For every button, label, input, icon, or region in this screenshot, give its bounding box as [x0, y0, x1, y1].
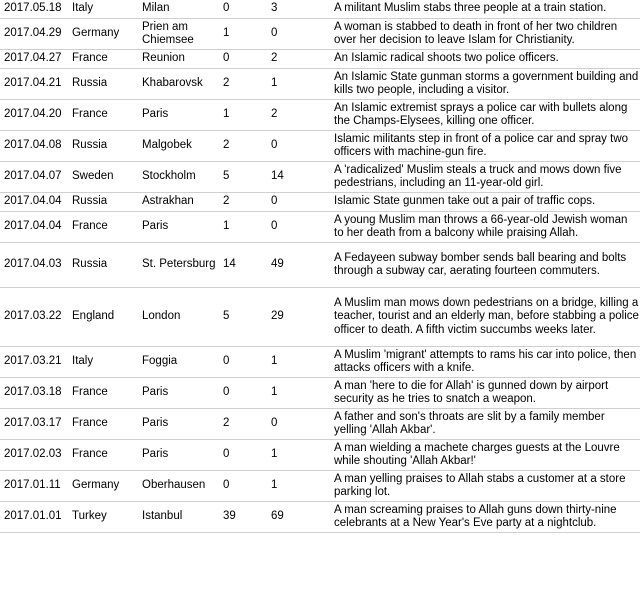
table-row	[0, 100, 640, 131]
table-row	[0, 378, 640, 409]
injured-cell: 1	[267, 440, 330, 471]
description-cell: A 'radicalized' Muslim steals a truck and mows down five pedestrians, including an 11-year-old girl.	[330, 162, 640, 193]
table-row	[0, 69, 640, 100]
city-cell: Paris	[138, 409, 219, 440]
killed-cell: 1	[219, 212, 267, 243]
injured-cell: 0	[267, 409, 330, 440]
country-cell: France	[68, 409, 138, 440]
description-cell: A man 'here to die for Allah' is gunned down by airport security as he tries to snatch a weapon.	[330, 378, 640, 409]
table-row	[0, 288, 640, 347]
killed-cell: 1	[219, 19, 267, 50]
table-row	[0, 440, 640, 471]
killed-cell: 0	[219, 0, 267, 19]
date-cell: 2017.03.18	[0, 378, 68, 409]
table-row	[0, 409, 640, 440]
killed-cell: 14	[219, 243, 267, 288]
injured-cell: 1	[267, 378, 330, 409]
killed-cell: 39	[219, 502, 267, 533]
injured-cell: 1	[267, 471, 330, 502]
killed-cell: 0	[219, 440, 267, 471]
country-cell: Russia	[68, 193, 138, 212]
description-cell: A man wielding a machete charges guests at the Louvre while shouting 'Allah Akbar!'	[330, 440, 640, 471]
description-cell: A young Muslim man throws a 66-year-old Jewish woman to her death from a balcony while praising Allah.	[330, 212, 640, 243]
description-cell: An Islamic extremist sprays a police car with bullets along the Champs-Elysees, killing one officer.	[330, 100, 640, 131]
injured-cell: 14	[267, 162, 330, 193]
date-cell: 2017.05.18	[0, 0, 68, 19]
country-cell: Turkey	[68, 502, 138, 533]
description-cell: A militant Muslim stabs three people at a train station.	[330, 0, 640, 19]
date-cell: 2017.04.03	[0, 243, 68, 288]
table-row	[0, 162, 640, 193]
killed-cell: 2	[219, 69, 267, 100]
date-cell: 2017.04.08	[0, 131, 68, 162]
table-row	[0, 0, 640, 19]
city-cell: Astrakhan	[138, 193, 219, 212]
description-cell: An Islamic radical shoots two police officers.	[330, 50, 640, 69]
city-cell: Oberhausen	[138, 471, 219, 502]
city-cell: Reunion	[138, 50, 219, 69]
city-cell: Paris	[138, 378, 219, 409]
country-cell: Germany	[68, 19, 138, 50]
city-cell: Istanbul	[138, 502, 219, 533]
table-row	[0, 471, 640, 502]
date-cell: 2017.04.29	[0, 19, 68, 50]
city-cell: Prien am Chiemsee	[138, 19, 219, 50]
table-row	[0, 502, 640, 533]
country-cell: Russia	[68, 243, 138, 288]
country-cell: France	[68, 440, 138, 471]
city-cell: Malgobek	[138, 131, 219, 162]
killed-cell: 0	[219, 378, 267, 409]
description-cell: Islamic militants step in front of a police car and spray two officers with machine-gun fire.	[330, 131, 640, 162]
country-cell: France	[68, 378, 138, 409]
table-row	[0, 212, 640, 243]
city-cell: Khabarovsk	[138, 69, 219, 100]
city-cell: Milan	[138, 0, 219, 19]
injured-cell: 0	[267, 131, 330, 162]
date-cell: 2017.04.27	[0, 50, 68, 69]
table-row	[0, 19, 640, 50]
date-cell: 2017.01.01	[0, 502, 68, 533]
killed-cell: 1	[219, 100, 267, 131]
country-cell: Sweden	[68, 162, 138, 193]
description-cell: A Fedayeen subway bomber sends ball bearing and bolts through a subway car, aerating fourteen commuters.	[330, 243, 640, 288]
date-cell: 2017.04.04	[0, 212, 68, 243]
country-cell: France	[68, 50, 138, 69]
city-cell: St. Petersburg	[138, 243, 219, 288]
description-cell: A father and son's throats are slit by a family member yelling 'Allah Akbar'.	[330, 409, 640, 440]
date-cell: 2017.03.17	[0, 409, 68, 440]
injured-cell: 0	[267, 19, 330, 50]
date-cell: 2017.01.11	[0, 471, 68, 502]
killed-cell: 5	[219, 162, 267, 193]
injured-cell: 2	[267, 100, 330, 131]
injured-cell: 2	[267, 50, 330, 69]
killed-cell: 0	[219, 347, 267, 378]
city-cell: Paris	[138, 100, 219, 131]
country-cell: Germany	[68, 471, 138, 502]
description-cell: A Muslim 'migrant' attempts to rams his car into police, then attacks officers with a knife.	[330, 347, 640, 378]
date-cell: 2017.04.20	[0, 100, 68, 131]
date-cell: 2017.02.03	[0, 440, 68, 471]
date-cell: 2017.04.04	[0, 193, 68, 212]
killed-cell: 2	[219, 193, 267, 212]
injured-cell: 29	[267, 288, 330, 347]
date-cell: 2017.04.07	[0, 162, 68, 193]
country-cell: Italy	[68, 0, 138, 19]
table-row	[0, 347, 640, 378]
injured-cell: 1	[267, 347, 330, 378]
city-cell: London	[138, 288, 219, 347]
description-cell: A man yelling praises to Allah stabs a customer at a store parking lot.	[330, 471, 640, 502]
injured-cell: 69	[267, 502, 330, 533]
country-cell: England	[68, 288, 138, 347]
killed-cell: 0	[219, 50, 267, 69]
description-cell: Islamic State gunmen take out a pair of traffic cops.	[330, 193, 640, 212]
description-cell: A woman is stabbed to death in front of her two children over her decision to leave Islam for Christianity.	[330, 19, 640, 50]
city-cell: Paris	[138, 440, 219, 471]
city-cell: Stockholm	[138, 162, 219, 193]
killed-cell: 2	[219, 409, 267, 440]
killed-cell: 2	[219, 131, 267, 162]
date-cell: 2017.03.22	[0, 288, 68, 347]
country-cell: Russia	[68, 69, 138, 100]
killed-cell: 0	[219, 471, 267, 502]
description-cell: A Muslim man mows down pedestrians on a bridge, killing a teacher, tourist and an elderly man, before stabbing a police officer to death. A fifth victim succumbs weeks later.	[330, 288, 640, 347]
country-cell: Italy	[68, 347, 138, 378]
injured-cell: 0	[267, 193, 330, 212]
description-cell: An Islamic State gunman storms a government building and kills two people, including a visitor.	[330, 69, 640, 100]
country-cell: Russia	[68, 131, 138, 162]
country-cell: France	[68, 100, 138, 131]
country-cell: France	[68, 212, 138, 243]
description-cell: A man screaming praises to Allah guns down thirty-nine celebrants at a New Year's Eve party at a nightclub.	[330, 502, 640, 533]
city-cell: Foggia	[138, 347, 219, 378]
date-cell: 2017.04.21	[0, 69, 68, 100]
killed-cell: 5	[219, 288, 267, 347]
table-row	[0, 193, 640, 212]
table-row	[0, 243, 640, 288]
city-cell: Paris	[138, 212, 219, 243]
injured-cell: 0	[267, 212, 330, 243]
injured-cell: 1	[267, 69, 330, 100]
date-cell: 2017.03.21	[0, 347, 68, 378]
injured-cell: 49	[267, 243, 330, 288]
table-row	[0, 50, 640, 69]
table-row	[0, 131, 640, 162]
injured-cell: 3	[267, 0, 330, 19]
